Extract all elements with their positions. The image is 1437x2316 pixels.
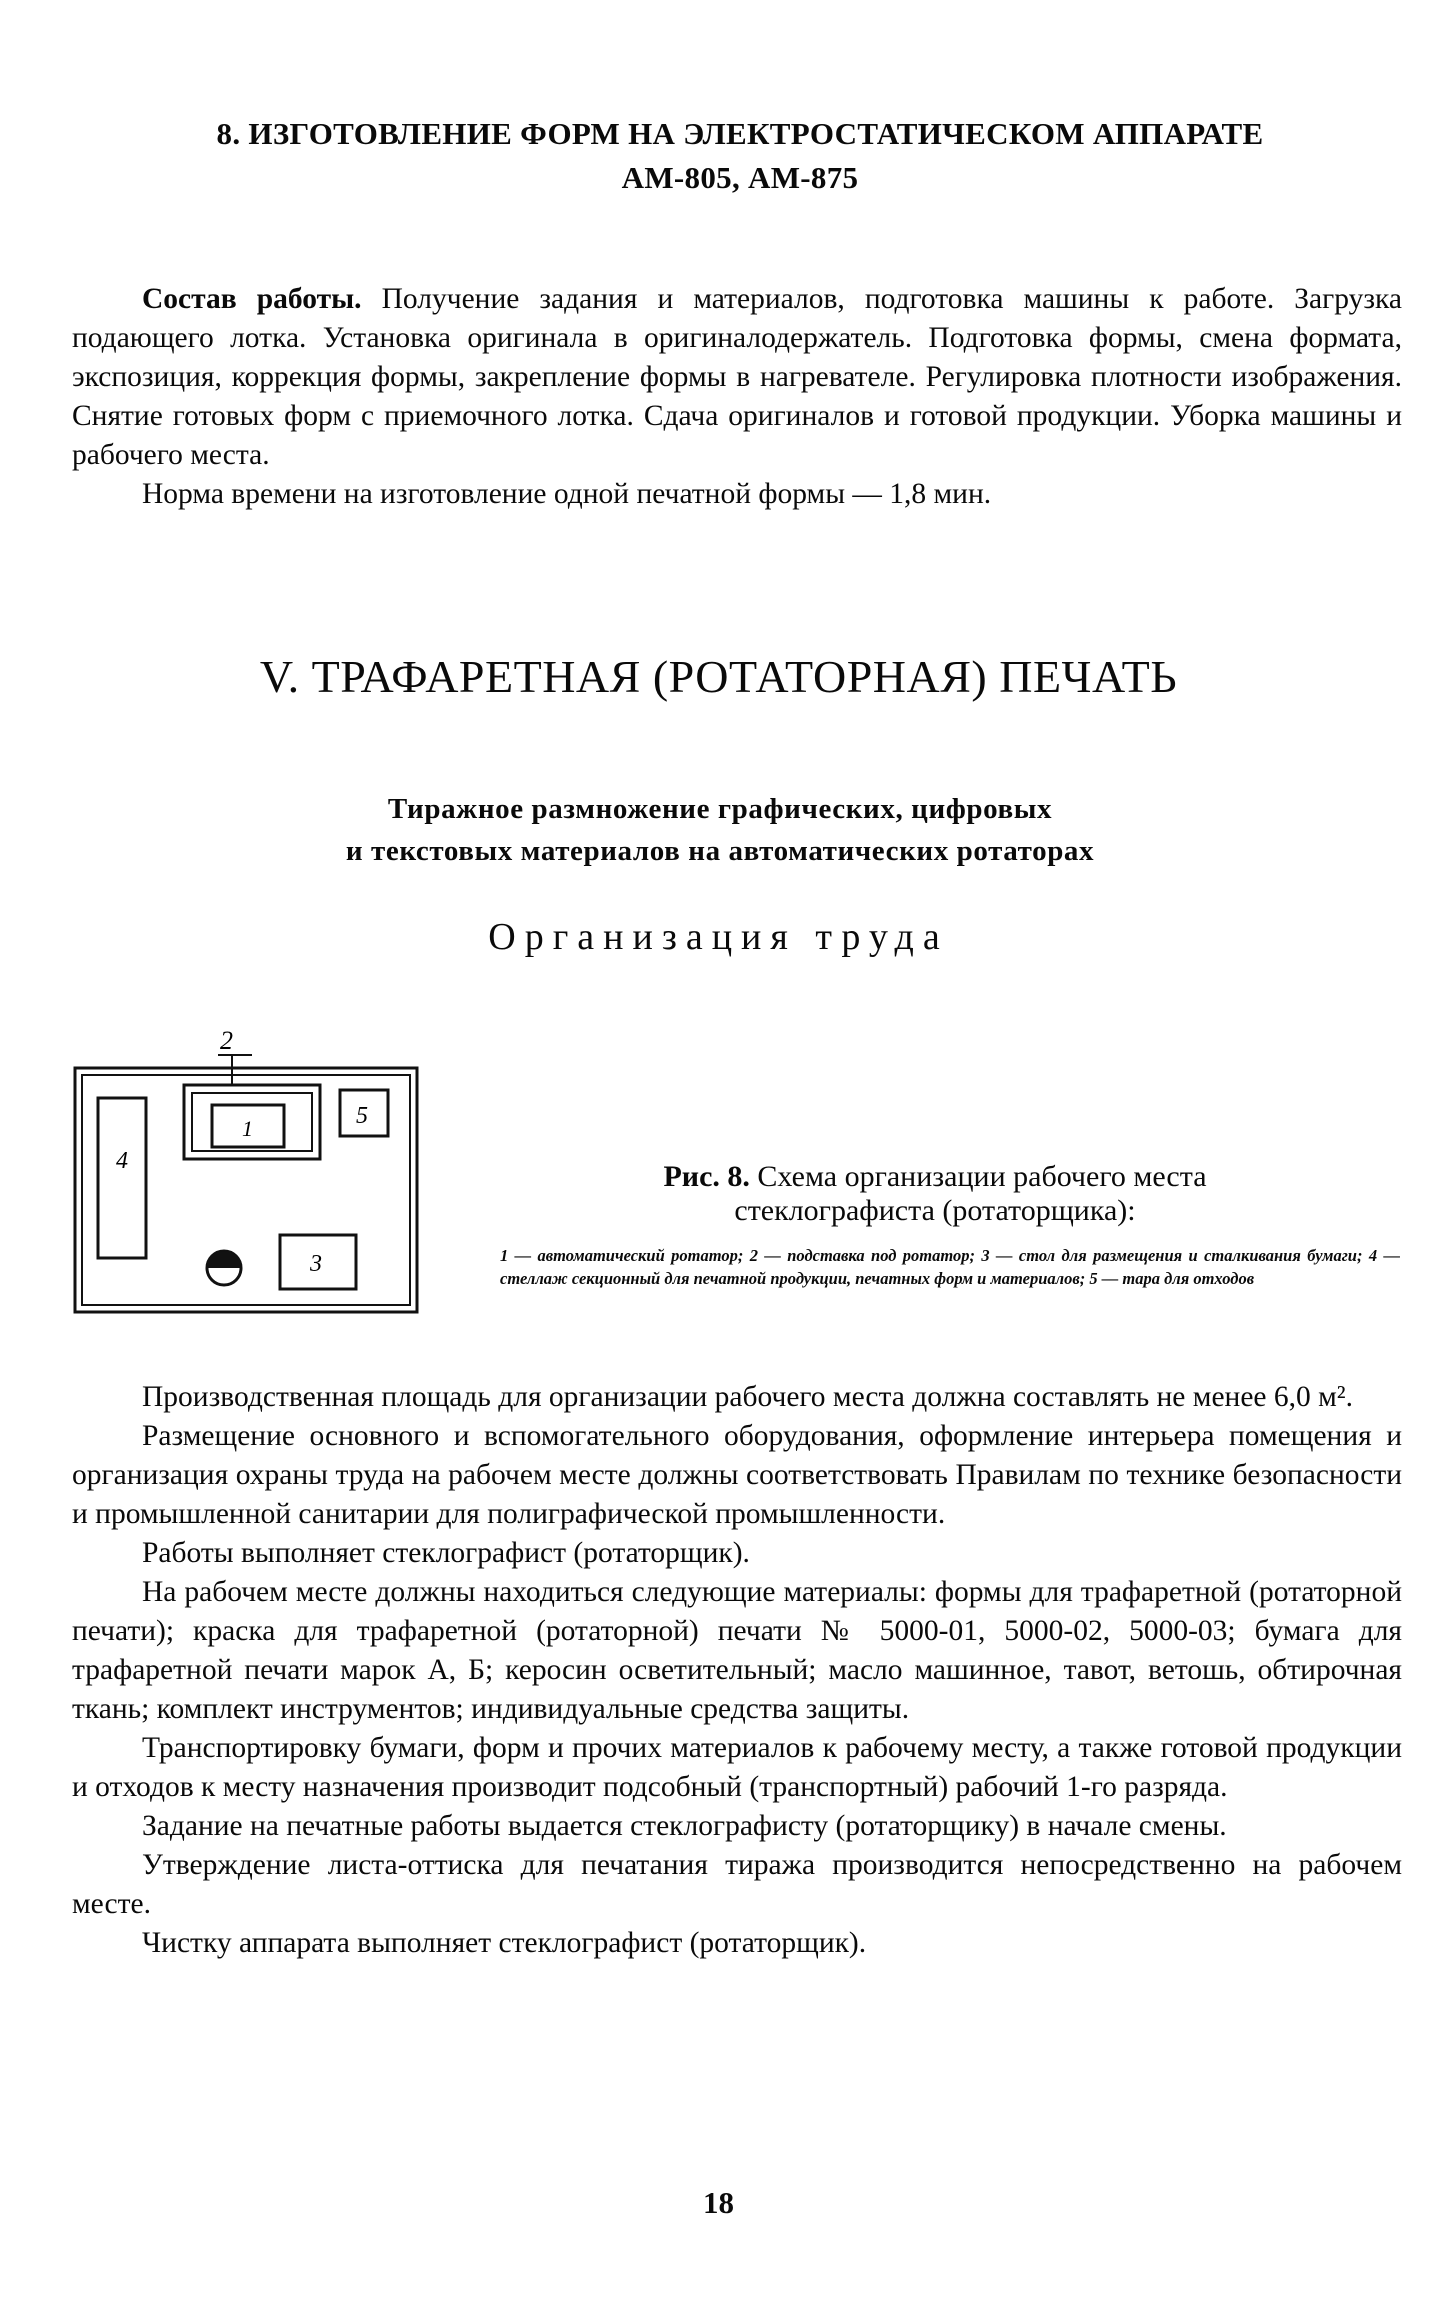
work-composition-label: Состав работы. [142, 283, 362, 315]
label-2: 2 [220, 1026, 233, 1055]
section-title: Организация труда [488, 916, 949, 958]
label-5: 5 [356, 1103, 368, 1129]
figure-legend: 1 — автоматический ротатор; 2 — подставка под ротатор; 3 — стол для размещения и сталкивания бумаги; 4 — стеллаж секционный для печатной продукции, печатных форм и материалов; 5 — тара для отходов [500, 1246, 1400, 1288]
body-paragraph-4: На рабочем месте должны находиться следующие материалы: формы для трафаретной (ротаторной печати); краска для трафаретной (ротаторной) печати № 5000-01, 5000-02, 5000-03; бумага для трафаретной печати марок А, Б; керосин осветительный; масло машинное, тавот, ветошь, обтирочная ткань; комплект инструментов; индивидуальные средства защиты. [72, 1576, 1402, 1725]
work-composition-text: Получение задания и материалов, подготовка машины к работе. Загрузка подающего лотка. Установка оригинала в оригиналодержатель. Подготовка формы, смена формата, экспозиция, коррекция формы, закрепление формы в нагревателе. Регулировка плотности изображения. Снятие готовых форм с приемочного лотка. Сдача оригиналов и готовой продукции. Уборка машины и рабочего места. [72, 283, 1402, 471]
label-3: 3 [310, 1251, 322, 1277]
section-8-title-line2: АМ-805, АМ-875 [621, 160, 859, 195]
body-paragraph-3: Работы выполняет стеклографист (ротаторщик). [142, 1537, 750, 1569]
chapter-body [72, 1378, 1402, 1963]
label-4: 4 [116, 1148, 128, 1174]
section-8-title-line1: 8. ИЗГОТОВЛЕНИЕ ФОРМ НА ЭЛЕКТРОСТАТИЧЕСКОМ АППАРАТЕ [216, 116, 1264, 151]
page-number: 18 [703, 2185, 734, 2220]
chapter-subtitle-line1: Тиражное размножение графических, цифровых [387, 793, 1053, 825]
body-paragraph-5: Транспортировку бумаги, форм и прочих материалов к рабочему месту, а также готовой продукции и отходов к месту назначения производит подсобный (транспортный) рабочий 1-го разряда. [72, 1732, 1402, 1803]
operator-position-fill [207, 1251, 241, 1268]
figure-caption [585, 1160, 1285, 1228]
section-8-body [72, 280, 1402, 514]
chapter-subtitle [60, 788, 1380, 872]
label-1: 1 [242, 1116, 253, 1141]
chapter-subtitle-line2: и текстовых материалов на автоматических ротаторах [345, 835, 1095, 867]
figure-caption-line1: Схема организации рабочего места [749, 1160, 1207, 1193]
body-paragraph-1: Производственная площадь для организации рабочего места должна составлять не менее 6,0 м². [142, 1381, 1354, 1413]
body-paragraph-2: Размещение основного и вспомогательного оборудования, оформление интерьера помещения и организация охраны труда на рабочем месте должны соответствовать Правилам по технике безопасности и промышленной санитарии для полиграфической промышленности. [72, 1420, 1402, 1530]
body-paragraph-8: Чистку аппарата выполняет стеклографист (ротаторщик). [142, 1927, 867, 1959]
workplace-diagram [72, 1025, 422, 1315]
shelving-rack [98, 1098, 146, 1258]
time-norm-paragraph: Норма времени на изготовление одной печатной формы — 1,8 мин. [142, 478, 992, 510]
chapter-title: V. ТРАФАРЕТНАЯ (РОТАТОРНАЯ) ПЕЧАТЬ [259, 651, 1178, 702]
figure-caption-label: Рис. 8. [663, 1160, 750, 1193]
body-paragraph-7: Утверждение листа-оттиска для печатания тиража производится непосредственно на рабочем месте. [72, 1849, 1402, 1920]
body-paragraph-6: Задание на печатные работы выдается стеклографисту (ротаторщику) в начале смены. [142, 1810, 1227, 1842]
section-8-title [90, 112, 1390, 200]
work-composition-paragraph [72, 280, 1402, 475]
figure-caption-line2: стеклографиста (ротаторщика): [734, 1194, 1136, 1227]
